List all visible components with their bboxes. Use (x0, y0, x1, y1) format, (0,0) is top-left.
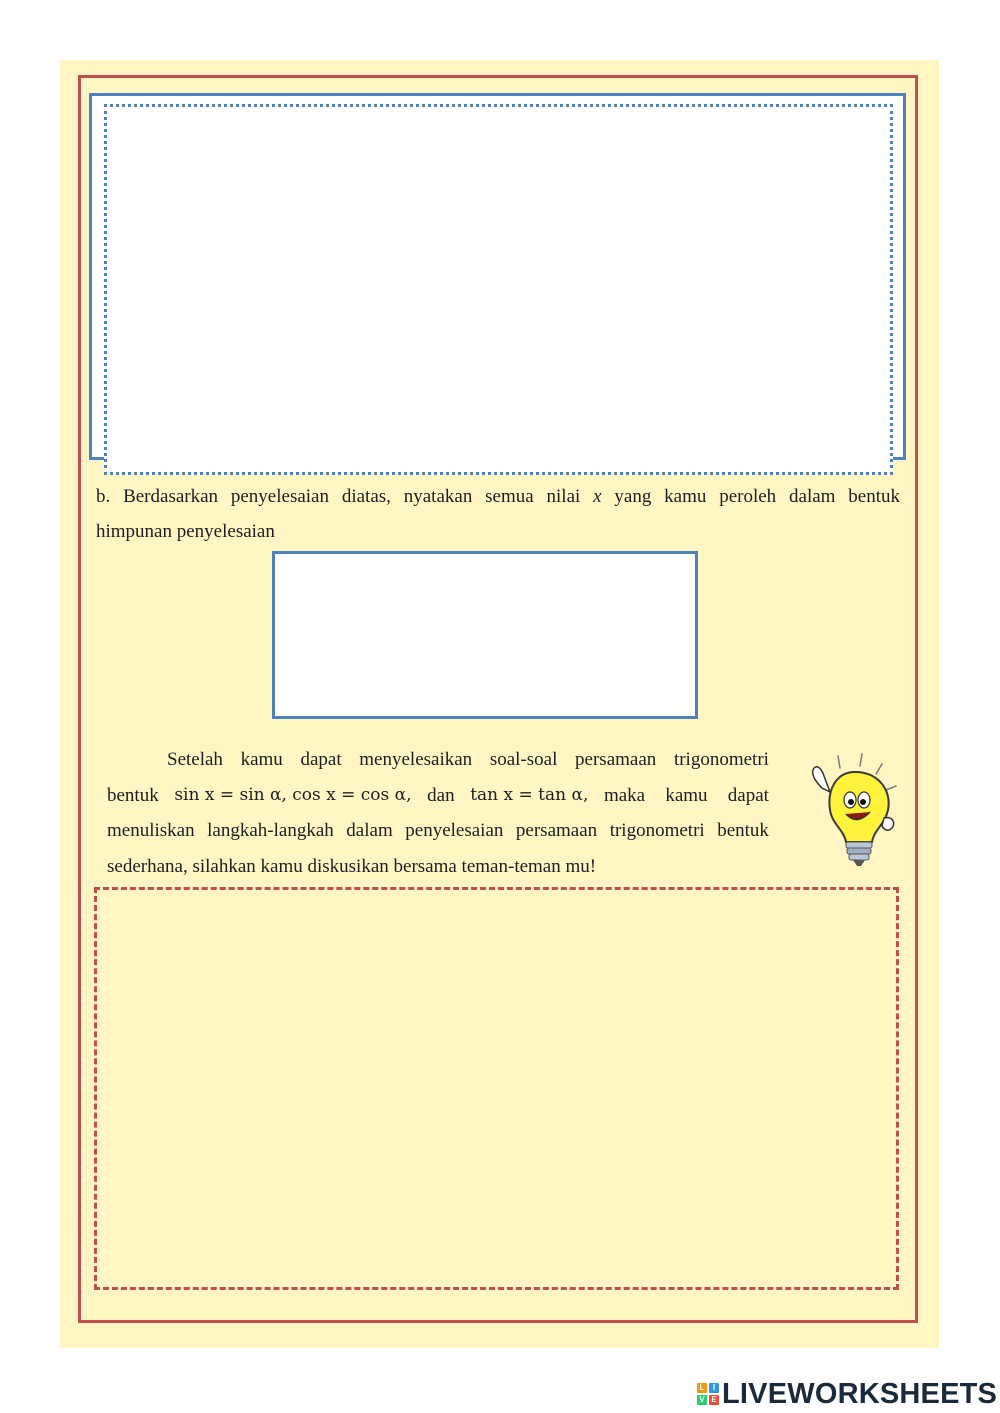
discussion-line1-word: trigonometri (673, 749, 769, 770)
question-b (96, 479, 900, 549)
discussion-line1-word: Setelah (167, 749, 223, 770)
discussion-line2-word: dapat (727, 784, 769, 806)
answer-box-solution-set[interactable] (272, 551, 698, 719)
question-b-line1-word: x (593, 486, 602, 507)
question-b-line1-word: b. (96, 486, 111, 507)
discussion-line2 (107, 778, 769, 814)
discussion-line3-word: dalam (346, 820, 393, 841)
liveworksheets-logo (697, 1377, 997, 1411)
liveworksheets-wordmark: LIVEWORKSHEETS (722, 1377, 998, 1410)
discussion-line2-word: kamu (665, 784, 708, 806)
discussion-line3-word: langkah-langkah (207, 820, 334, 841)
discussion-line3-word: persamaan (515, 820, 598, 841)
discussion-word: bentuk (107, 784, 159, 806)
discussion-line2-tail (604, 778, 769, 814)
discussion-line2-word: maka (603, 784, 646, 806)
discussion-line3-word: bentuk (717, 820, 769, 841)
discussion-paragraph (107, 742, 769, 884)
question-b-line1-word: semua (485, 486, 534, 507)
discussion-line1-word: kamu (240, 749, 283, 770)
question-b-line1-word: bentuk (848, 486, 900, 507)
discussion-line1-word: persamaan (575, 749, 657, 770)
discussion-line3-word: trigonometri (609, 820, 705, 841)
question-b-line1-word: Berdasarkan (123, 486, 219, 507)
question-b-line1-word: diatas, (341, 486, 391, 507)
discussion-line1-word: dapat (300, 749, 342, 770)
question-b-line1-word: dalam (789, 486, 836, 507)
question-b-line1-word: nilai (546, 486, 581, 507)
math-sin-cos: sin x = sin α, cos x = cos α, (174, 784, 412, 805)
question-b-line1-word: penyelesaian (230, 486, 329, 507)
discussion-line1-word: soal-soal (489, 749, 558, 770)
discussion-line4: sederhana, silahkan kamu diskusikan bersama teman-teman mu! (107, 855, 597, 877)
answer-box-top[interactable] (104, 104, 893, 475)
question-b-line1-word: nyatakan (403, 486, 473, 507)
liveworksheets-mark-icon (697, 1383, 719, 1405)
question-b-line1-word: kamu (664, 486, 707, 507)
question-b-line2: himpunan penyelesaian (96, 521, 275, 542)
discussion-line3 (107, 813, 769, 849)
lightbulb-mascot-icon (800, 752, 905, 867)
discussion-line1-word: menyelesaikan (359, 749, 473, 770)
discussion-word: dan (427, 784, 455, 806)
discussion-line3-word: penyelesaian (405, 820, 504, 841)
logo-letter: I (709, 1383, 719, 1393)
discussion-line1 (107, 742, 769, 778)
logo-letter: V (697, 1395, 707, 1405)
discussion-line3-word: menuliskan (107, 820, 195, 841)
math-tan: tan x = tan α, (470, 784, 589, 805)
question-b-line1-word: yang (614, 486, 652, 507)
logo-letter: L (697, 1383, 707, 1393)
question-b-line1 (96, 479, 900, 514)
answer-box-discussion[interactable] (94, 887, 899, 1290)
logo-letter: E (709, 1395, 719, 1405)
question-b-line1-word: peroleh (719, 486, 777, 507)
